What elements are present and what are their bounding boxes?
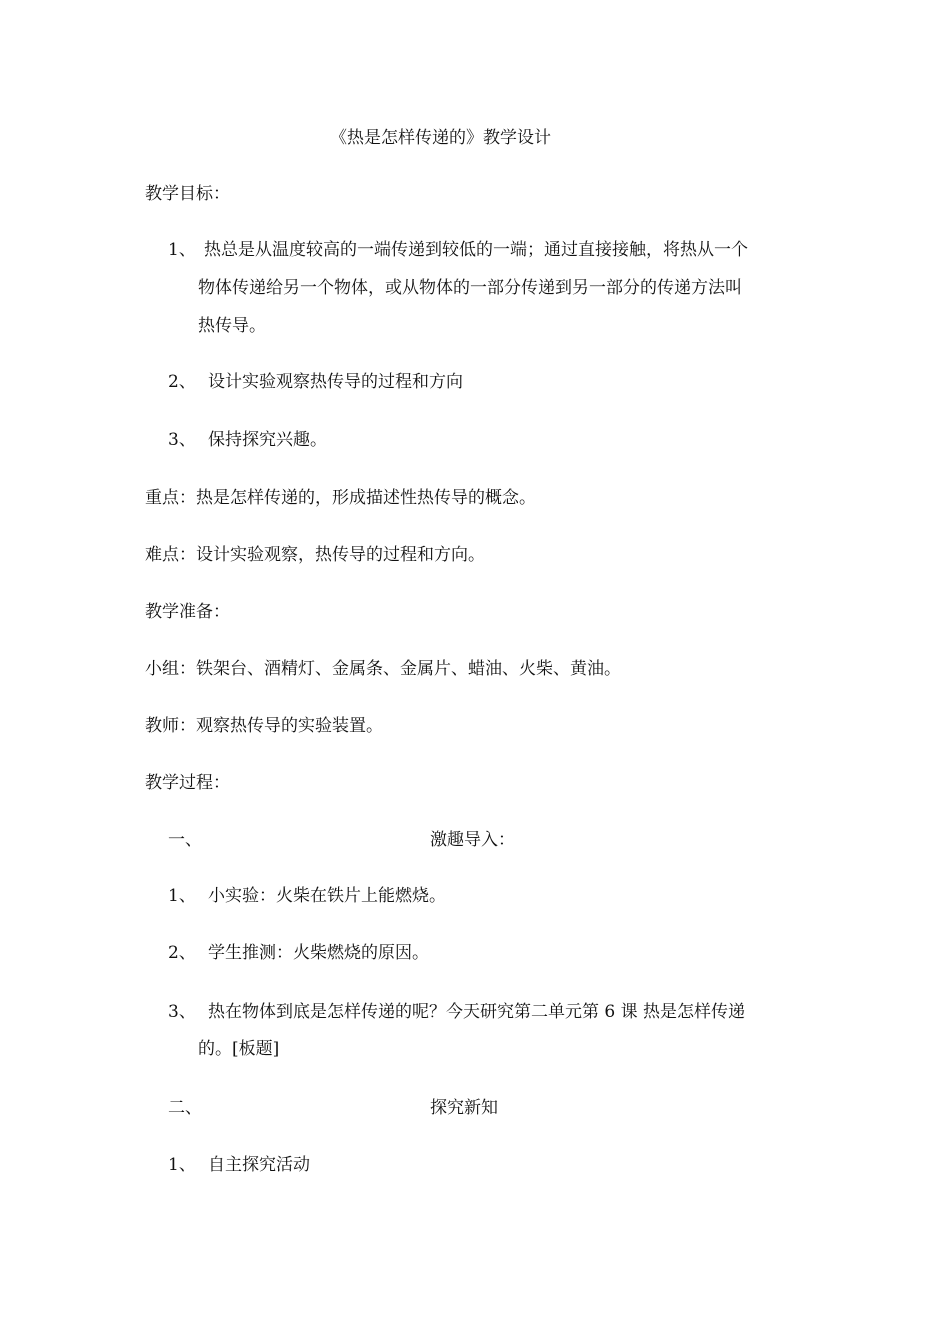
section-1-item-3-number: 3、 — [168, 1002, 196, 1022]
section-1-item-1-text: 小实验：火柴在铁片上能燃烧。 — [208, 886, 446, 906]
section-1-item-2-text: 学生推测：火柴燃烧的原因。 — [208, 943, 429, 963]
objective-3-text: 保持探究兴趣。 — [208, 430, 327, 450]
objective-2-text: 设计实验观察热传导的过程和方向 — [208, 372, 463, 392]
objective-1-line-3: 热传导。 — [198, 316, 266, 336]
objectives-heading: 教学目标： — [145, 184, 230, 204]
section-1-item-1-number: 1、 — [168, 886, 196, 906]
preparation-teacher: 教师：观察热传导的实验装置。 — [145, 716, 383, 736]
section-1-item-2-number: 2、 — [168, 943, 196, 963]
section-2-item-1-text: 自主探究活动 — [208, 1155, 310, 1175]
objective-1-line-1: 热总是从温度较高的一端传递到较低的一端；通过直接接触，将热从一个 — [204, 240, 748, 260]
difficulty: 难点：设计实验观察，热传导的过程和方向。 — [145, 545, 485, 565]
preparation-group: 小组：铁架台、酒精灯、金属条、金属片、蜡油、火柴、黄油。 — [145, 659, 621, 679]
process-heading: 教学过程： — [145, 773, 230, 793]
objective-3-number: 3、 — [168, 430, 196, 450]
section-2-title: 探究新知 — [430, 1098, 498, 1118]
document-title: 《热是怎样传递的》教学设计 — [330, 128, 551, 148]
section-2-number: 二、 — [168, 1098, 202, 1118]
objective-1-number: 1、 — [168, 240, 196, 260]
section-1-item-3-line-2: 的。[板题] — [198, 1039, 280, 1059]
key-point: 重点：热是怎样传递的，形成描述性热传导的概念。 — [145, 488, 536, 508]
objective-2-number: 2、 — [168, 372, 196, 392]
section-1-item-3-line-1: 热在物体到底是怎样传递的呢？今天研究第二单元第 6 课 热是怎样传递 — [208, 1002, 746, 1022]
section-2-item-1-number: 1、 — [168, 1155, 196, 1175]
section-1-title: 激趣导入： — [430, 830, 515, 850]
preparation-heading: 教学准备： — [145, 602, 230, 622]
objective-1-line-2: 物体传递给另一个物体，或从物体的一部分传递到另一部分的传递方法叫 — [198, 278, 742, 298]
section-1-number: 一、 — [168, 830, 202, 850]
